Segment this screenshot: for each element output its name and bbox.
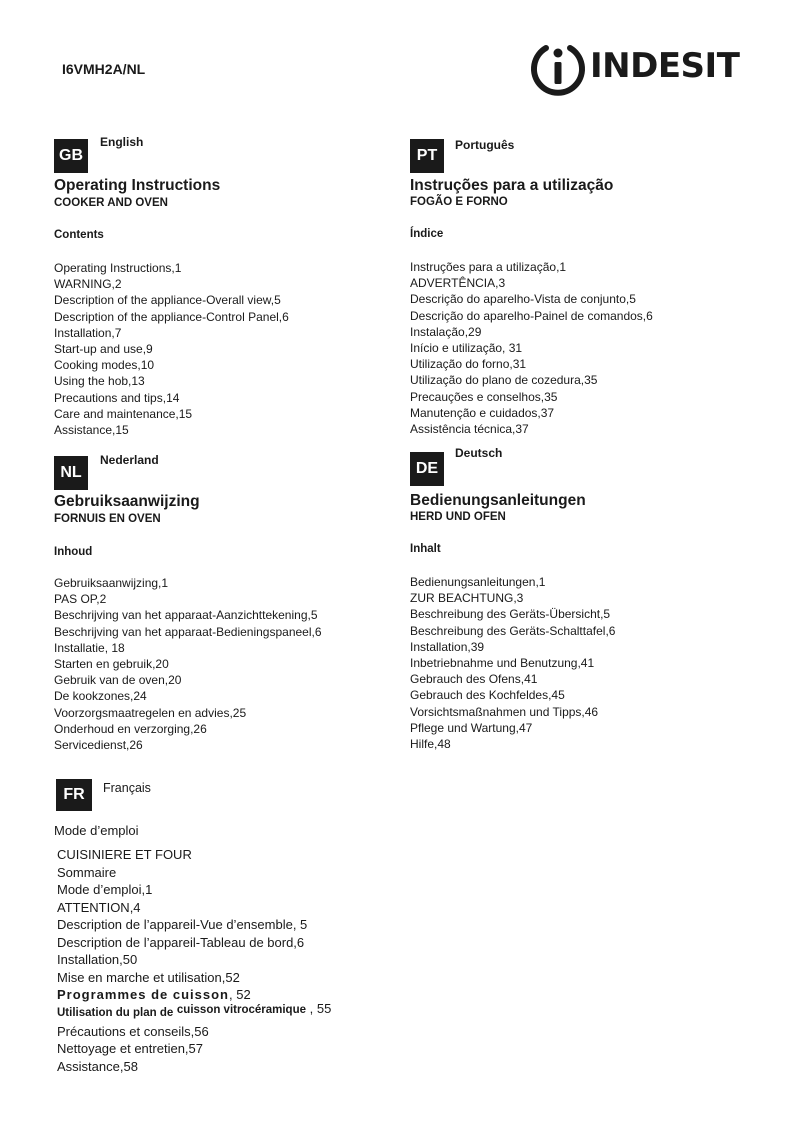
indesit-logo-icon: [528, 40, 588, 96]
language-name-fr: Français: [103, 781, 151, 795]
section-title-gb: Operating Instructions: [54, 177, 221, 194]
toc-item-programmes-label: Programmes de cuisson: [57, 987, 229, 1002]
toc-item: Beschreibung des Geräts-Übersicht,5: [410, 607, 611, 622]
toc-item: Assistance,58: [57, 1058, 138, 1074]
toc-item: Hilfe,48: [410, 736, 451, 751]
toc-item: ADVERTÊNCIA,3: [410, 276, 506, 291]
toc-item: ATTENTION,4: [57, 899, 141, 915]
toc-item: Bedienungsanleitungen,1: [410, 575, 546, 589]
toc-item: Início e utilização, 31: [410, 340, 523, 355]
toc-item: Start-up and use,9: [54, 341, 153, 356]
toc-item: Utilização do plano de cozedura,35: [410, 373, 598, 388]
brand-name: INDESIT: [590, 46, 740, 86]
language-badge-fr: FR: [56, 779, 92, 811]
toc-item: Description de l’appareil-Tableau de bord,6: [57, 934, 305, 950]
section-subtitle-pt: FOGÃO E FORNO: [410, 196, 508, 208]
toc-item-plan-label-b: cuisson vitrocéramique: [176, 1003, 307, 1016]
toc-item: Description de l’appareil-Vue d’ensemble, 5: [57, 917, 308, 932]
toc-item: Precauções e conselhos,35: [410, 389, 558, 404]
section-subtitle-de: HERD UND OFEN: [410, 511, 506, 523]
toc-list-de: [410, 574, 615, 752]
toc-item: Gebrauch des Kochfeldes,45: [410, 688, 565, 703]
toc-item: Mode d’emploi,1: [57, 882, 153, 897]
toc-item-plan: [57, 1000, 332, 1023]
contents-heading-gb: Contents: [54, 229, 104, 241]
indesit-logo: [528, 40, 740, 96]
toc-item: Installation,50: [57, 952, 138, 967]
toc-item: Onderhoud en verzorging,26: [54, 721, 207, 736]
toc-item: Starten en gebruik,20: [54, 656, 169, 671]
language-name-de: Deutsch: [455, 446, 503, 460]
language-name-gb: English: [100, 135, 144, 149]
contents-heading-nl: Inhoud: [54, 546, 93, 558]
section-subtitle-fr: CUISINIERE ET FOUR: [57, 847, 192, 862]
toc-item: Nettoyage et entretien,57: [57, 1041, 203, 1056]
toc-item: Beschreibung des Geräts-Schalttafel,6: [410, 623, 616, 638]
toc-list-nl: [54, 575, 322, 753]
contents-heading-fr: Sommaire: [57, 864, 117, 880]
toc-item: Beschrijving van het apparaat-Aanzichttekening,5: [54, 608, 318, 623]
section-title-pt: Instruções para a utilização: [410, 177, 614, 194]
toc-item: Descrição do aparelho-Vista de conjunto,5: [410, 292, 636, 307]
toc-item: Description of the appliance-Overall view,5: [54, 293, 281, 308]
section-subtitle-gb: COOKER AND OVEN: [54, 197, 168, 209]
toc-item-programmes: [57, 986, 331, 1004]
toc-item: Care and maintenance,15: [54, 406, 193, 421]
contents-heading-pt: Índice: [410, 228, 444, 240]
language-name-nl: Nederland: [100, 453, 159, 467]
toc-item: Operating Instructions,1: [54, 261, 182, 275]
toc-item: Utilização do forno,31: [410, 357, 527, 372]
toc-item: WARNING,2: [54, 277, 122, 292]
toc-item: Cooking modes,10: [54, 358, 155, 373]
language-badge-gb: GB: [54, 139, 88, 173]
toc-item: Voorzorgsmaatregelen en advies,25: [54, 705, 247, 720]
section-subtitle-nl: FORNUIS EN OVEN: [54, 513, 161, 525]
toc-item: Gebruiksaanwijzing,1: [54, 576, 169, 590]
section-title-fr: Mode d’emploi: [54, 823, 139, 838]
toc-item: Gebrauch des Ofens,41: [410, 672, 538, 687]
toc-item: PAS OP,2: [54, 592, 107, 607]
toc-item: Pflege und Wartung,47: [410, 720, 533, 735]
model-number: I6VMH2A/NL: [62, 61, 146, 77]
toc-item: Servicedienst,26: [54, 737, 143, 752]
toc-item: De kookzones,24: [54, 689, 147, 704]
toc-item-programmes-page: , 52: [229, 987, 251, 1002]
toc-list-gb: [54, 260, 289, 438]
toc-item: Instruções para a utilização,1: [410, 260, 567, 274]
toc-item: Instalação,29: [410, 324, 482, 339]
toc-item: Using the hob,13: [54, 374, 145, 389]
toc-list-pt: [410, 259, 653, 437]
toc-item: ZUR BEACHTUNG,3: [410, 591, 524, 606]
toc-item: Mise en marche et utilisation,52: [57, 969, 240, 985]
language-badge-nl: NL: [54, 456, 88, 490]
language-badge-pt: PT: [410, 139, 444, 173]
toc-item: Inbetriebnahme und Benutzung,41: [410, 655, 595, 670]
toc-item: Assistência técnica,37: [410, 421, 529, 436]
toc-item: Vorsichtsmaßnahmen und Tipps,46: [410, 704, 599, 719]
toc-item: Description of the appliance-Control Panel,6: [54, 309, 289, 324]
language-badge-de: DE: [410, 452, 444, 486]
toc-item-plan-page: , 55: [306, 1000, 332, 1016]
toc-item: Descrição do aparelho-Painel de comandos,6: [410, 308, 653, 323]
section-title-de: Bedienungsanleitungen: [410, 492, 586, 509]
toc-item: Manutenção e cuidados,37: [410, 405, 555, 420]
toc-item: Beschrijving van het apparaat-Bedieningspaneel,6: [54, 624, 322, 639]
toc-item: Assistance,15: [54, 422, 129, 437]
section-title-nl: Gebruiksaanwijzing: [54, 493, 200, 510]
toc-item: Precautions and tips,14: [54, 390, 180, 405]
toc-item: Installation,39: [410, 639, 485, 654]
toc-item: Gebruik van de oven,20: [54, 673, 182, 688]
toc-item-plan-label-a: Utilisation du plan de: [57, 1006, 174, 1019]
contents-heading-de: Inhalt: [410, 543, 441, 555]
toc-item: Installatie, 18: [54, 640, 125, 655]
toc-item: Installation,7: [54, 325, 122, 340]
toc-item: Précautions et conseils,56: [57, 1023, 209, 1039]
language-name-pt: Português: [455, 138, 515, 152]
toc-list-fr: [57, 846, 331, 1075]
